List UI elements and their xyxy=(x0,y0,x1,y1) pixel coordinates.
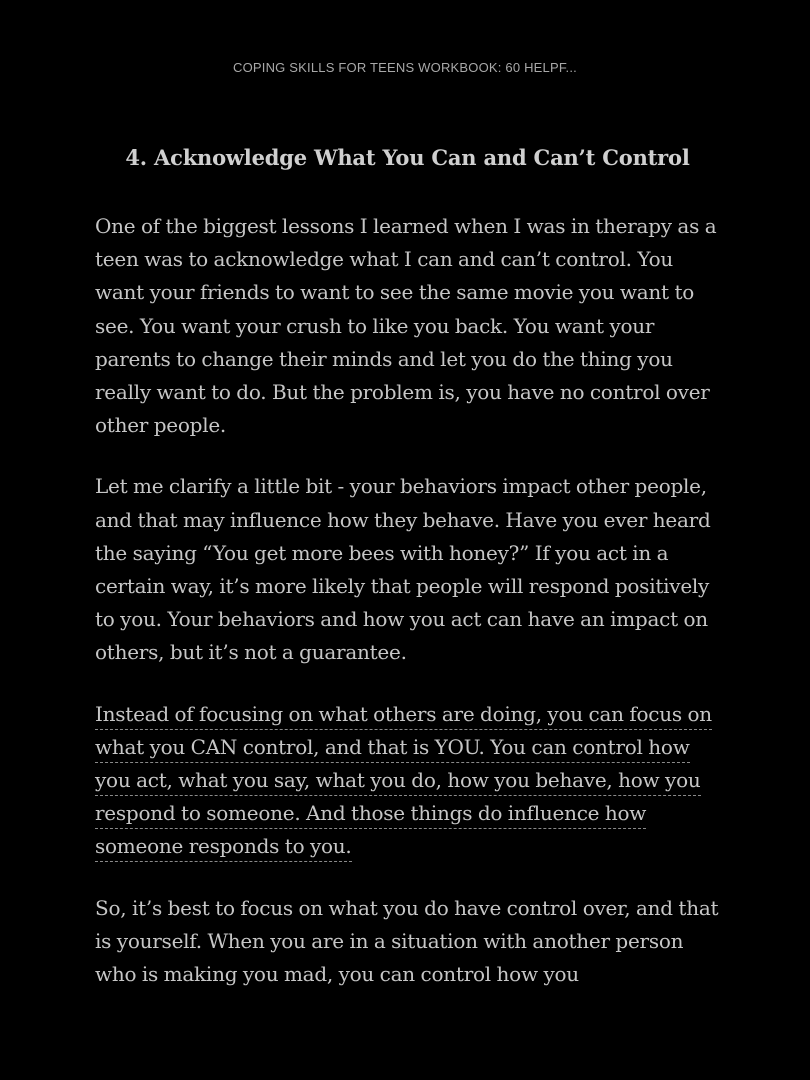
highlighted-paragraph[interactable] xyxy=(95,698,720,864)
book-title-header[interactable]: COPING SKILLS FOR TEENS WORKBOOK: 60 HELPF... xyxy=(233,60,577,75)
highlight-text[interactable]: Instead of focusing on what others are doing, you can focus on what you CAN control, and that is YOU. You can control how you act, what you say, what you do, how you behave, how you respond to someone. And those things do influence how someone responds to you. xyxy=(95,702,712,863)
paragraph-1[interactable]: One of the biggest lessons I learned when I was in therapy as a teen was to acknowledge what I can and can’t control. You want your friends to want to see the same movie you want to see. You want your crush to like you back. You want your parents to change their minds and let you do the thing you really want to do. But the problem is, you have no control over other people. xyxy=(95,214,717,438)
section-heading: 4. Acknowledge What You Can and Can’t Control xyxy=(125,145,690,170)
paragraph-4[interactable]: So, it’s best to focus on what you do have control over, and that is yourself. When you are in a situation with another person who is making you mad, you can control how you xyxy=(95,895,719,987)
paragraph-2[interactable]: Let me clarify a little bit - your behaviors impact other people, and that may influence how they behave. Have you ever heard the saying “You get more bees with honey?” If you act in a certain way, it’s more likely that people will respond positively to you. Your behaviors and how you act can have an impact on others, but it’s not a guarantee. xyxy=(95,474,711,665)
page-content xyxy=(95,140,720,1019)
